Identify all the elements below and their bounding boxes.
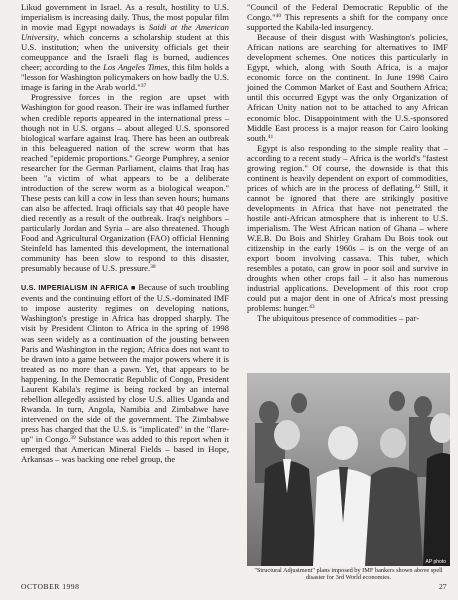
endnote-ref: 40	[275, 13, 282, 20]
left-text-column	[21, 2, 229, 464]
section-heading: U.S. IMPERIALISM IN AFRICA	[21, 283, 129, 293]
paragraph-imf-alternatives: Because of their disgust with Washington's policies, African nations are searching for alternatives to IMF development schemes. One notices this particularly in Egypt, which, along with South Africa, is a major economic force on the continent. In June 1998 Cairo joined the Common Market of East and Southern Africa; until this occurred Egypt was the only Organization of African Unity nation not to be attached to any African economic bloc. Disappointment with the U.S.-sponsored Middle East process is a major reason for Cairo looking south.$^{41}$	[247, 32, 448, 143]
endnote-ref: 43	[309, 304, 315, 311]
news-photo	[247, 373, 450, 566]
right-text-column	[247, 2, 448, 324]
endnote-ref: 42	[414, 183, 421, 190]
endnote-ref: 39	[70, 434, 76, 441]
endnote-ref: 41	[267, 133, 274, 140]
paragraph-commodities: The ubiquitous presence of commodities – par-	[257, 313, 420, 324]
paragraph-biological-warfare: Progressive forces in the region are upset with Washington for good reason. Their ire was inflamed further when credible reports appeared in the international press – though not in U.S. organs – about alleged U.S. sponsored biological warfare against Iraq. There has been an outbreak in this beleaguered nation of the screw worm that has reached "epidemic proportions." George Pumphrey, a senior researcher for the German Parliament, claims that Iraq has been "a victim of what appears to be a deliberate introduction of the screw worm as a biological weapon." These pests can kill a cow in less than seven hours; humans can also be affected. Iraqi officials say that 40 people have died recently as a result of the outbreak. Iraq's neighbors – particularly Jordan and Syria – are also threatened. Though Food and Agricultural Organization (FAO) official Henning Steinfeld has lamented this development, the international community has been slow to respond to this disaster, presumably because of U.S. pressure.$^{38}$	[21, 92, 229, 274]
photo-credit: AP photo	[425, 559, 446, 565]
issue-date: OCTOBER 1998	[21, 582, 80, 591]
photo-illustration	[247, 373, 450, 566]
photo-caption: "Structural Adjustment" plans imposed by IMF bankers shown above spell disaster for 3rd World economies.	[254, 567, 443, 582]
endnote-ref: 37	[140, 83, 147, 90]
paragraph-congo-council: "Council of the Federal Democratic Republic of the Congo."$^{40}$ This represents a shift for the company once supported the Kabila-led insurgency.	[247, 2, 448, 33]
paragraph-egypt-africa: Egypt is also responding to the simple reality that – according to a recent study – Africa is the world's "fastest growing region." Of course, the downside is that this continent is heavily dependent on export of commodities, prices of which are in the process of deflating.$^{42}$ Still, it cannot be ignored that there are strikingly positive developments in Africa that have not penetrated the hostile anti-African atmosphere that is inherent to U.S. imperialism. The West African nation of Ghana – where W.E.B. Du Bois and Shirley Graham Du Bois took out citizenship in the early 1960s – is on the verge of an export boom involving cassava. This tuber, which resembles a potato, can grow in poor soil and survive in droughts when other crops fail – it also has numerous industrial applications. Development of this root crop could put a major dent in one of Africa's most pressing problems: hunger.$^{43}$	[247, 142, 448, 314]
paragraph-africa-section: U.S. IMPERIALISM IN AFRICA ■ Because of such troubling events and the continuing effort of the U.S.-dominated IMF to impose austerity regimes on developing nations, Washington's prestige in Africa has dropped sharply. The visit by President Clinton to Africa in the spring of 1998 was seen widely as a continuation of the jousting between Paris and Washington in the region; Africa does not want to be drawn into a game between the major powers where it is treated as no more than a pawn. Yet, that appears to be happening. In the Democratic Republic of Congo, President Laurent Kabila's regime is being rocked by an internal rebellion allegedly assisted by close U.S. allies Uganda and Rwanda. In turn, Angola, Namibia and Zimbabwe have intervened on the side of the government. The Zimbabwe press has charged that the U.S. is "implicated" in the "flare-up" in Congo.$^{39}$ Substance was added to this report when it emerged that American Mineral Fields – based in Hope, Arkansas – was backing one rebel group, the	[21, 282, 229, 465]
paragraph-egypt-film: Likud government in Israel. As a result, hostility to U.S. imperialism is increasing daily. Thus, the most popular film in movie mad Egypt nowadays is Saidi at the American University, which concerns a scholarship student at this U.S. institution; when the university officials get their comeuppance and the Israeli flag is burned, audiences cheer; according to the Los Angeles Times, this film holds a "lesson for Washington policymakers on how badly the U.S. image is faring in the Arab world."$^{37}$	[21, 2, 229, 93]
page-number: 27	[439, 582, 447, 591]
endnote-ref: 38	[150, 264, 156, 271]
section-mark: ■	[130, 283, 136, 293]
